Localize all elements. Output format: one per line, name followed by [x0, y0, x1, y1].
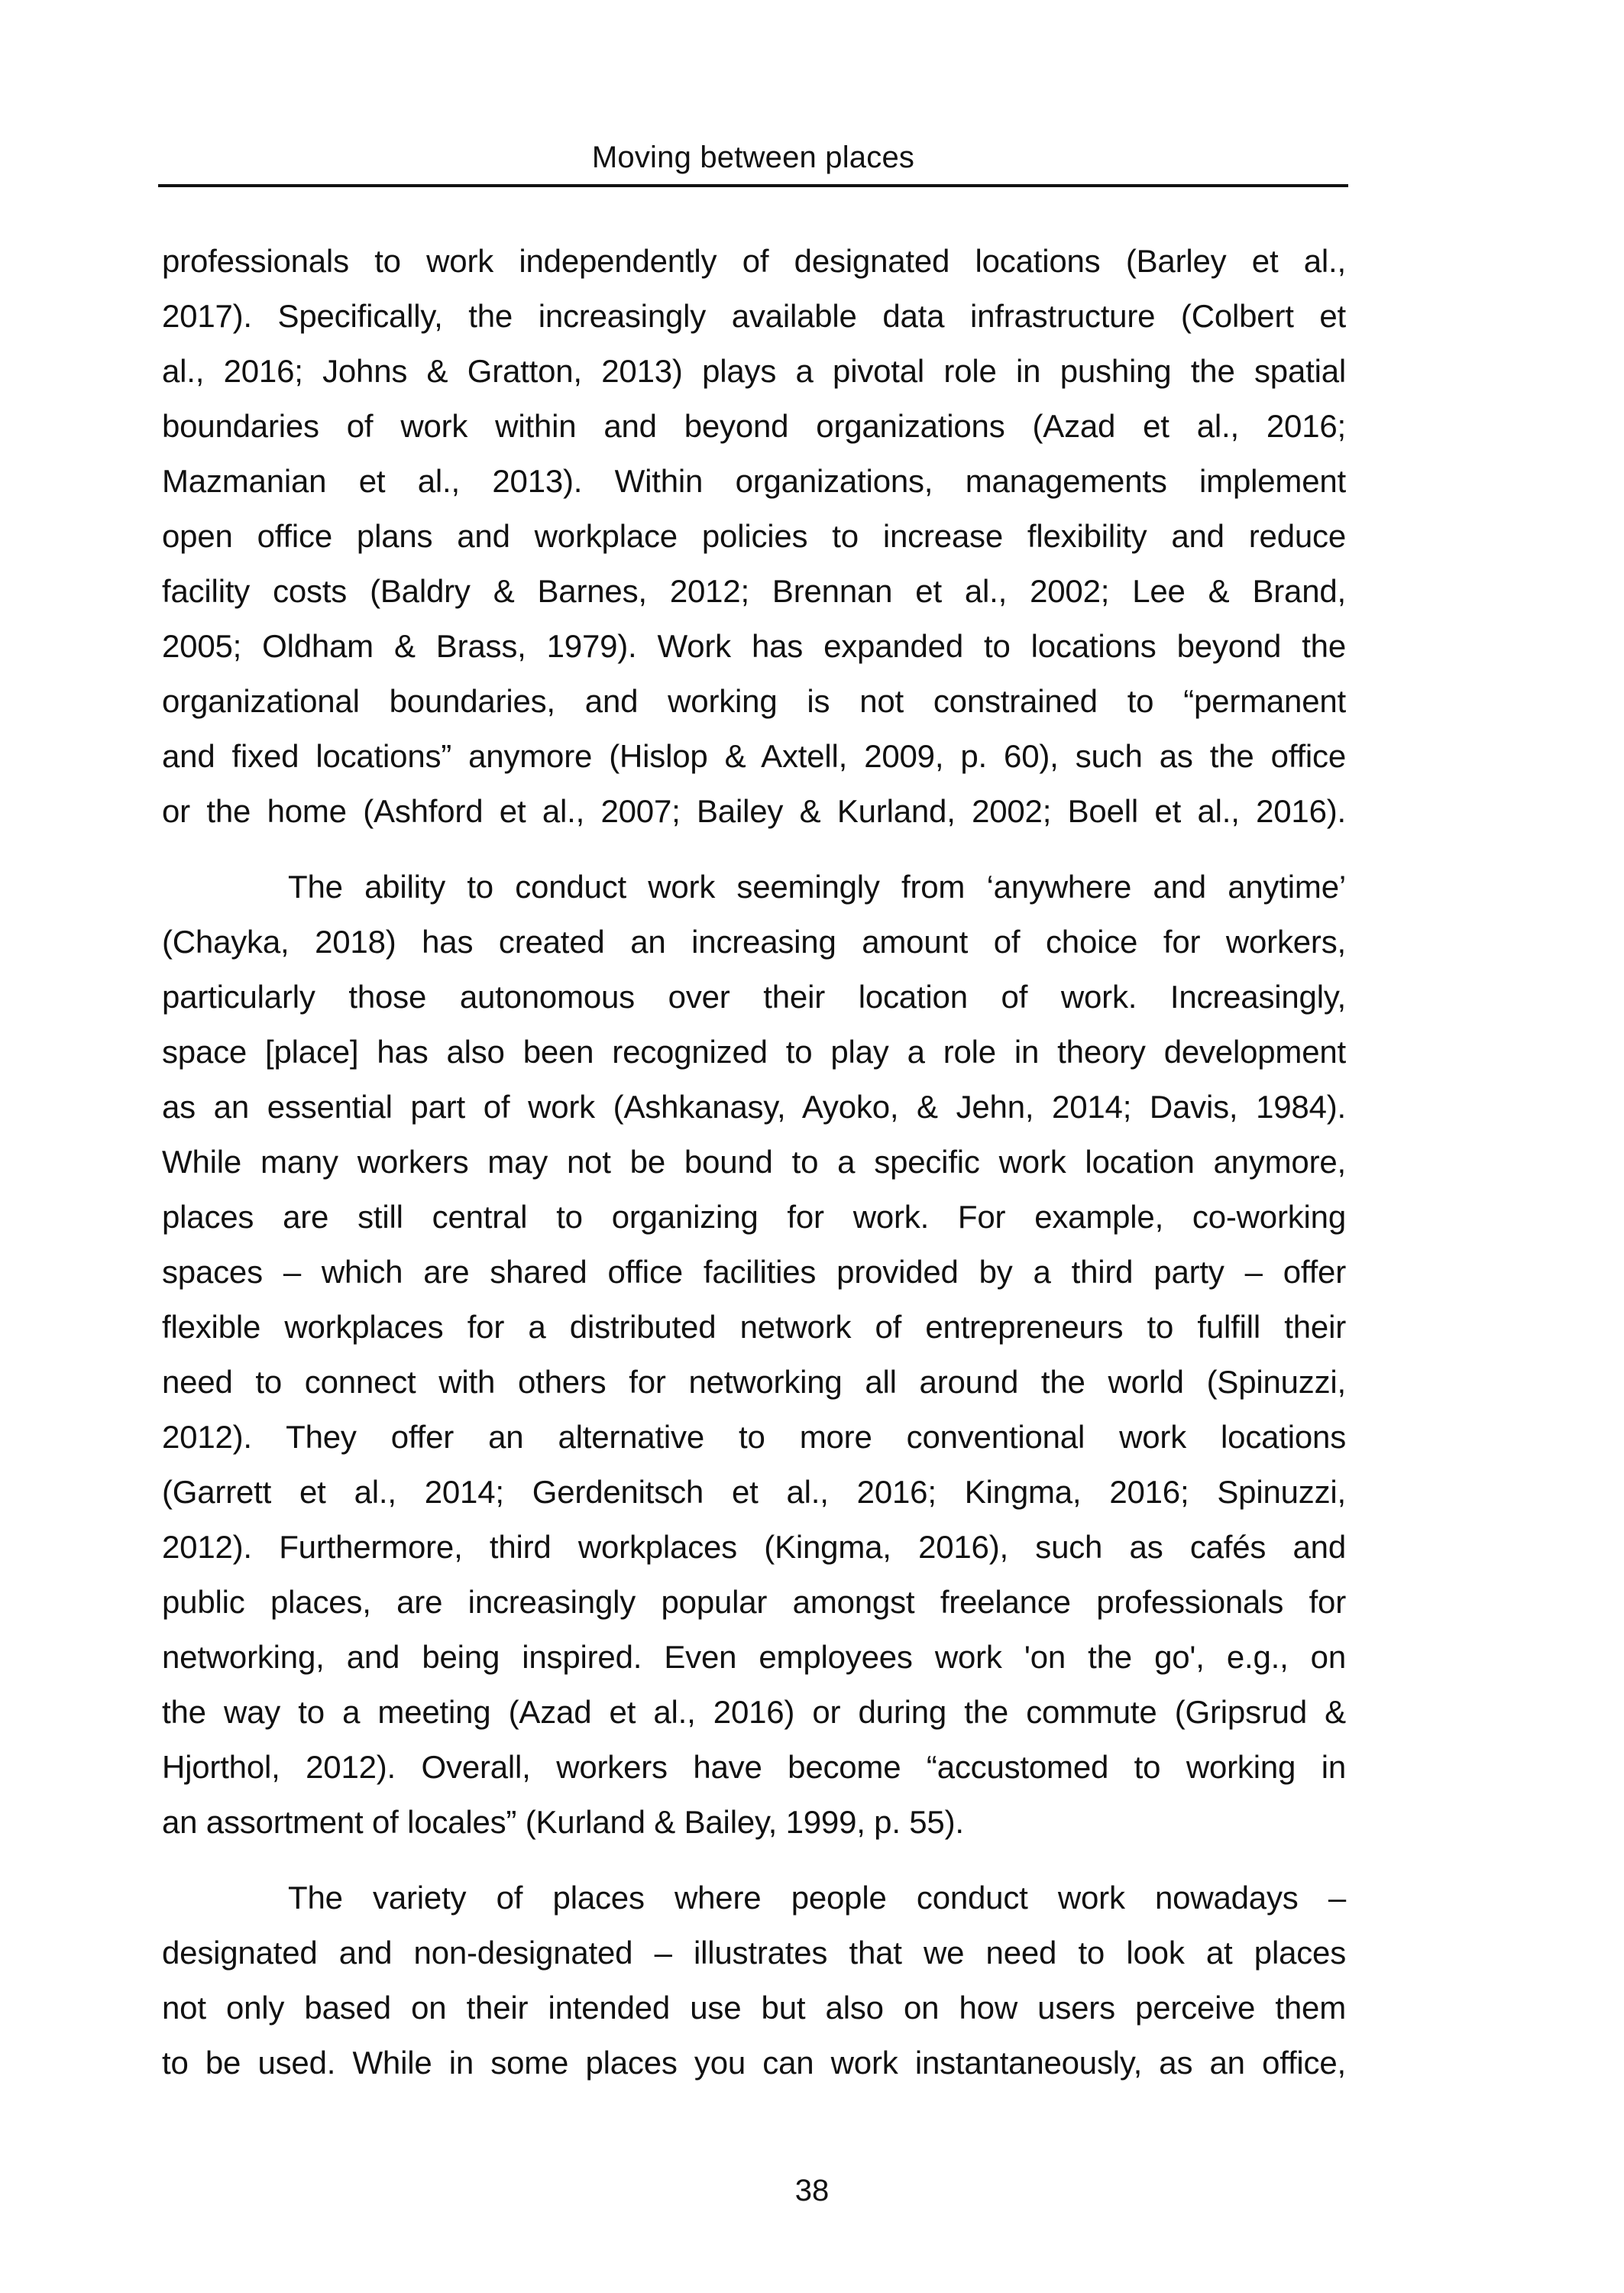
text-line: The variety of places where people conduct work nowadays –: [288, 1880, 1346, 1916]
text-line: places are still central to organizing for work. For example, co-working: [162, 1199, 1346, 1235]
text-line: al., 2016; Johns & Gratton, 2013) plays a pivotal role in pushing the spatial: [162, 353, 1346, 389]
text-line: flexible workplaces for a distributed network of entrepreneurs to fulfill their: [162, 1309, 1346, 1345]
text-line: 2012). They offer an alternative to more conventional work locations: [162, 1419, 1346, 1455]
text-line: 2017). Specifically, the increasingly available data infrastructure (Colbert et: [162, 298, 1346, 334]
text-line: professionals to work independently of designated locations (Barley et al.,: [162, 243, 1346, 279]
running-header: Moving between places: [591, 141, 915, 174]
text-line: to be used. While in some places you can work instantaneously, as an office,: [162, 2045, 1346, 2081]
text-line: 2005; Oldham & Brass, 1979). Work has expanded to locations beyond the: [162, 628, 1346, 664]
text-line: public places, are increasingly popular amongst freelance professionals for: [162, 1584, 1346, 1620]
text-line: an assortment of locales” (Kurland & Bailey, 1999, p. 55).: [162, 1804, 964, 1840]
text-line: or the home (Ashford et al., 2007; Bailey & Kurland, 2002; Boell et al., 2016).: [162, 793, 1346, 829]
text-line: (Chayka, 2018) has created an increasing amount of choice for workers,: [162, 924, 1346, 960]
text-line: (Garrett et al., 2014; Gerdenitsch et al., 2016; Kingma, 2016; Spinuzzi,: [162, 1474, 1346, 1510]
text-line: boundaries of work within and beyond organizations (Azad et al., 2016;: [162, 408, 1346, 444]
text-line: networking, and being inspired. Even employees work 'on the go', e.g., on: [162, 1639, 1346, 1675]
text-line: need to connect with others for networking all around the world (Spinuzzi,: [162, 1364, 1346, 1400]
text-line: facility costs (Baldry & Barnes, 2012; Brennan et al., 2002; Lee & Brand,: [162, 573, 1346, 609]
text-line: the way to a meeting (Azad et al., 2016) or during the commute (Gripsrud &: [162, 1694, 1346, 1730]
text-line: spaces – which are shared office facilities provided by a third party – offer: [162, 1254, 1346, 1290]
text-line: and fixed locations” anymore (Hislop & Axtell, 2009, p. 60), such as the office: [162, 738, 1346, 774]
header-rule: [158, 184, 1348, 187]
text-line: not only based on their intended use but also on how users perceive them: [162, 1990, 1346, 2026]
text-line: Hjorthol, 2012). Overall, workers have become “accustomed to working in: [162, 1749, 1346, 1785]
text-line: organizational boundaries, and working is not constrained to “permanent: [162, 683, 1346, 719]
text-line: space [place] has also been recognized to play a role in theory development: [162, 1034, 1346, 1070]
text-line: open office plans and workplace policies to increase flexibility and reduce: [162, 518, 1346, 554]
page-number: 38: [794, 2174, 830, 2207]
text-line: designated and non-designated – illustrates that we need to look at places: [162, 1935, 1346, 1971]
text-line: While many workers may not be bound to a specific work location anymore,: [162, 1144, 1346, 1180]
text-line: 2012). Furthermore, third workplaces (Kingma, 2016), such as cafés and: [162, 1529, 1346, 1565]
text-line: The ability to conduct work seemingly from ‘anywhere and anytime’: [288, 869, 1346, 905]
text-line: particularly those autonomous over their location of work. Increasingly,: [162, 979, 1346, 1015]
text-line: Mazmanian et al., 2013). Within organizations, managements implement: [162, 463, 1346, 499]
text-line: as an essential part of work (Ashkanasy, Ayoko, & Jehn, 2014; Davis, 1984).: [162, 1089, 1346, 1125]
